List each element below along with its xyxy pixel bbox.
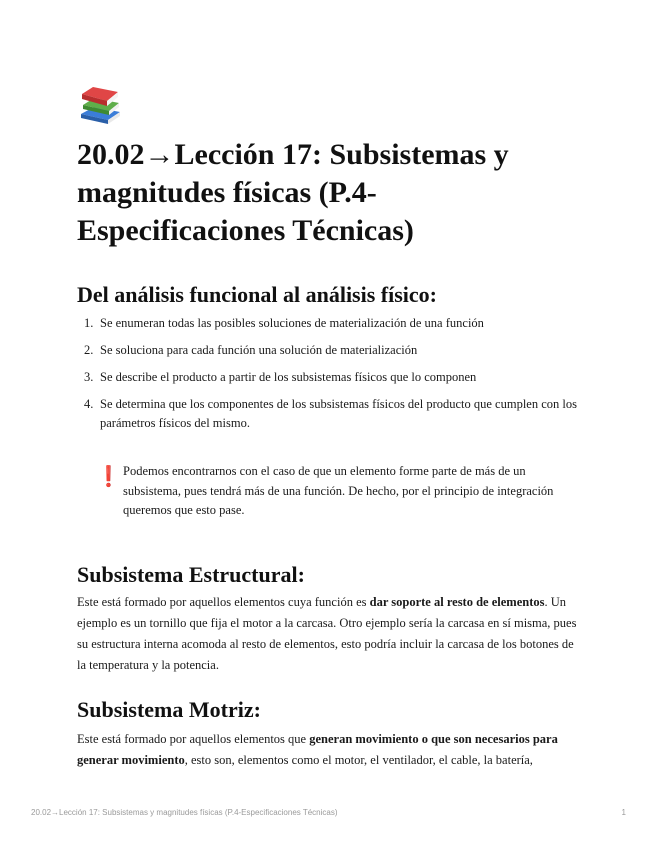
list-item-text: Se soluciona para cada función una solución de materialización [100,343,418,357]
books-icon [78,84,122,126]
page-title: 20.02→Lección 17: Subsistemas y magnitudes físicas (P.4-Especificaciones Técnicas) [77,138,509,247]
callout-text: Podemos encontrarnos con el caso de que un elemento forme parte de más de un subsistema, pues tendrá más de una función. De hecho, por el principio de integración queremos que esto pase. [123,464,554,517]
list-item [84,341,584,360]
list-item [84,368,584,387]
steps-list [84,314,584,433]
page-number: 1 [621,808,626,817]
paragraph-text: , esto son, elementos como el motor, el ventilador, el cable, la batería, [184,753,533,767]
motriz-paragraph [77,729,582,771]
structural-paragraph [77,592,582,676]
section-heading-motriz: Subsistema Motriz: [77,697,261,722]
list-item-text: Se describe el producto a partir de los subsistemas físicos que lo componen [100,370,477,384]
list-item-text: Se enumeran todas las posibles soluciones de materialización de una función [100,316,484,330]
list-item-number: 4. [84,397,94,411]
paragraph-emphasis: dar soporte al resto de elementos [369,595,545,609]
list-item-number: 2. [84,343,94,357]
exclamation-icon: ❗ [96,464,121,488]
list-item-text: Se determina que los componentes de los subsistemas físicos del producto que cumplen con los parámetros físicos del mismo. [100,397,577,430]
section-heading-structural: Subsistema Estructural: [77,562,305,587]
list-item-number: 3. [84,370,94,384]
paragraph-text: Este está formado por aquellos elementos cuya función es [77,595,370,609]
footer-title: 20.02→Lección 17: Subsistemas y magnitudes físicas (P.4-Especificaciones Técnicas) [31,808,338,817]
paragraph-text: . Un ejemplo es un tornillo que fija el motor a la carcasa. Otro ejemplo sería la carcasa en sí misma, pues su estructura interna acomoda al resto de elementos, esto podría incluir la carcasa de los botones de la temperatura y la potencia. [77,595,577,672]
callout [96,462,576,521]
list-item-number: 1. [84,316,94,330]
list-item [84,314,584,333]
section-heading-functional-to-physical: Del análisis funcional al análisis físico: [77,282,437,307]
list-item [84,395,584,433]
page-footer [31,808,626,817]
paragraph-text: Este está formado por aquellos elementos que [77,732,310,746]
paragraph-emphasis: generan movimiento o que son necesarios para generar movimiento [77,732,558,767]
